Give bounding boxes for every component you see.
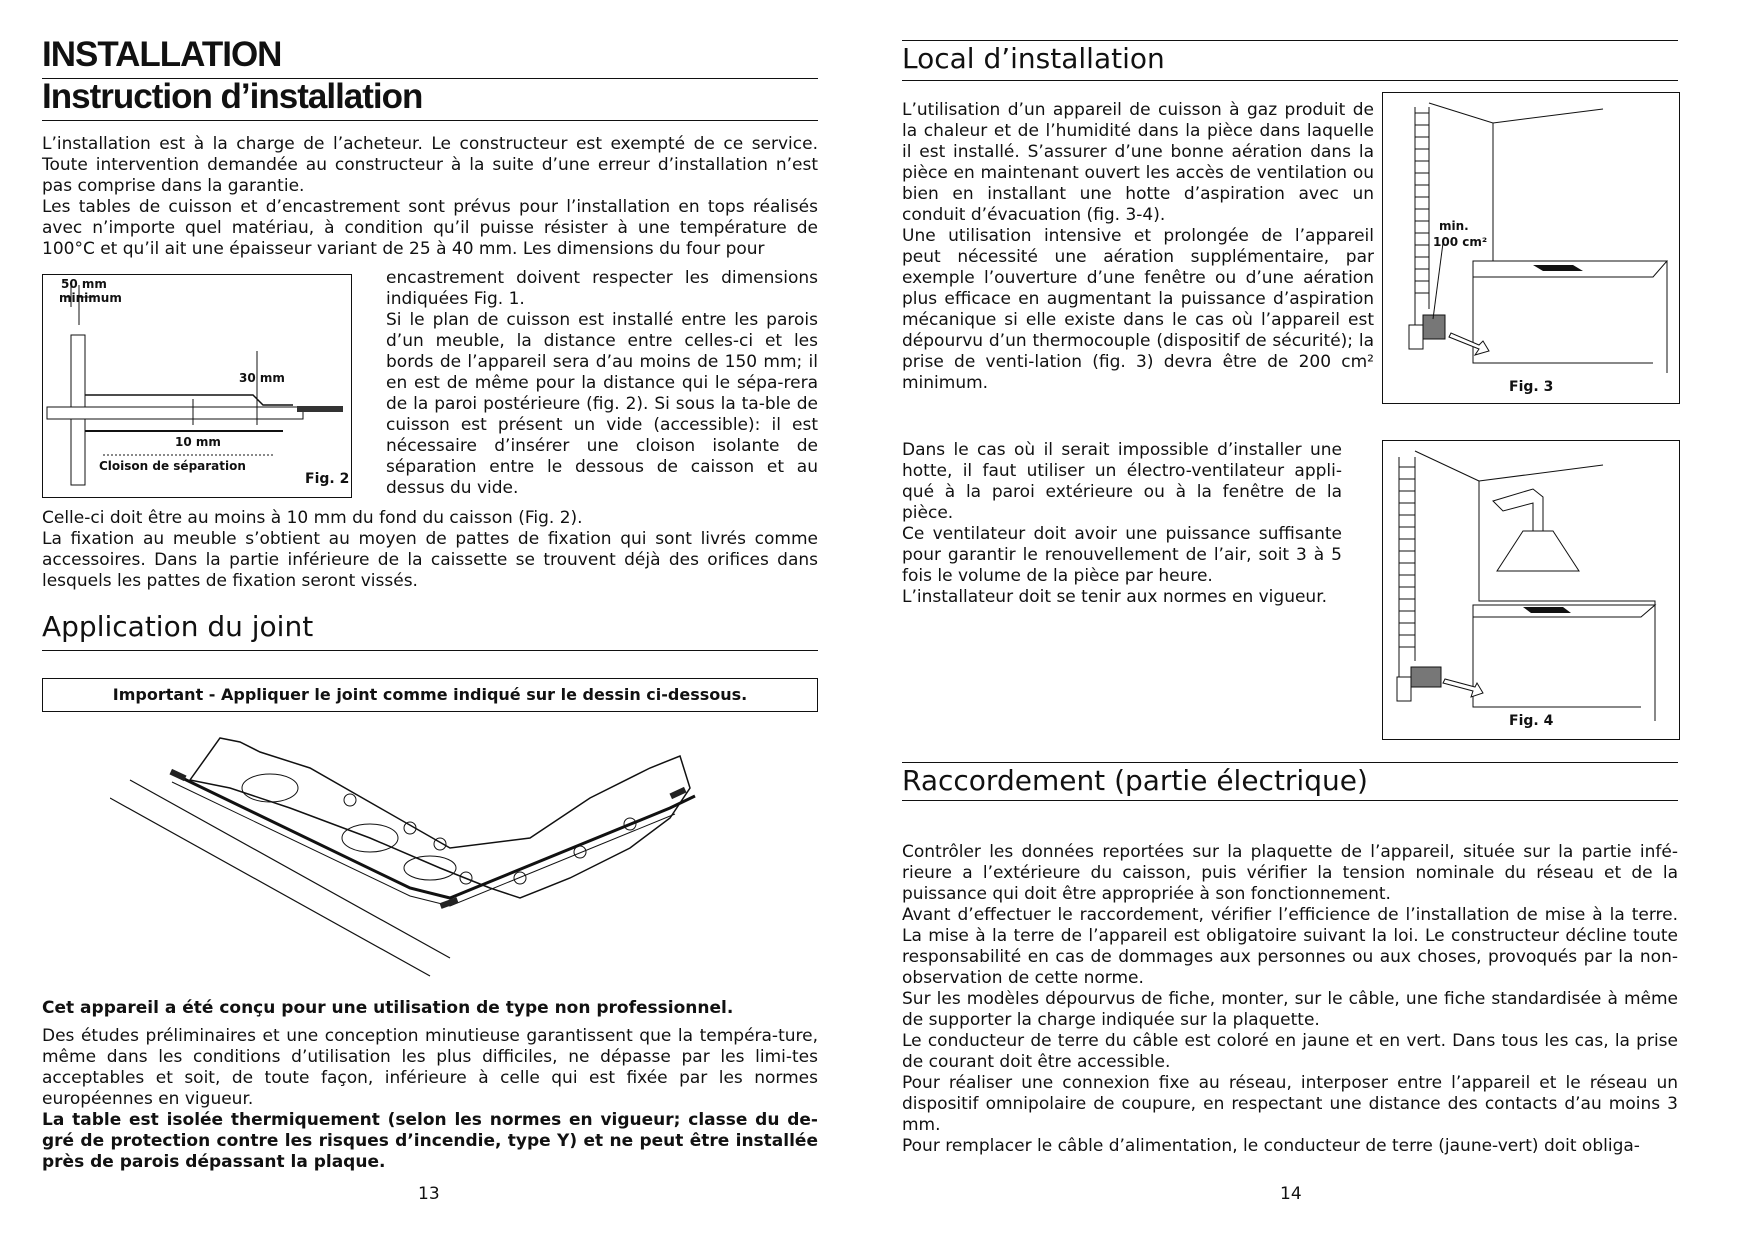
figure-caption: Fig. 3 bbox=[1509, 379, 1554, 395]
page-number: 14 bbox=[1280, 1184, 1302, 1204]
figure-2 bbox=[42, 274, 352, 498]
local-text bbox=[902, 100, 1374, 394]
insulation-statement: La table est isolée thermiquement (selon les normes en vigueur; classe du de-gré de protection contre les risques d’incendie, type Y) et ne peut être installée près de parois dépassant la plaque. bbox=[42, 1110, 818, 1172]
local-paragraph-1: L’utilisation d’un appareil de cuisson à gaz produit de la chaleur et de l’humidité dans la pièce dans laquelle il est installé. S’assurer d’une bonne aération dans la pièce en maintenant ouvert les accès de ventilation ou bien en installant une hotte d’aspiration avec un conduit d’évacuation (fig. 3-4). bbox=[902, 100, 1374, 225]
electrical-paragraph-2: Avant d’effectuer le raccordement, vérifier l’efficience de l’installation de mise à la terre. La mise à la terre de l’appareil est obligatoire suivant la loi. Le constructeur décline toute responsabilité en cas de dommages aux personnes ou aux choses, provoqués par la non-observation de cette norme. bbox=[902, 905, 1678, 988]
electrical-paragraph-1: Contrôler les données reportées sur la plaquette de l’appareil, située sur la partie infé-rieure a l’extérieure du caisson, puis vérifier la tension nominale du réseau et de la puissance qui doit être appropriée à son fonctionnement. bbox=[902, 842, 1678, 904]
divider bbox=[902, 800, 1678, 801]
intro-paragraph-2: Les tables de cuisson et d’encastrement sont prévus pour l’installation en tops réalisés avec n’importe quel matériau, à condition qu’il puisse résister à une température de 100°C et qu’il ait une épaisseur variant de 25 à 40 mm. Les dimensions du four pour bbox=[42, 197, 818, 259]
important-notice: Important - Appliquer le joint comme indiqué sur le dessin ci-dessous. bbox=[42, 678, 818, 712]
intro-paragraph-1: L’installation est à la charge de l’acheteur. Le constructeur est exempté de ce service. Toute intervention demandée au constructeur à la suite d’une erreur d’installation n’est pas comprise dans la garantie. bbox=[42, 134, 818, 196]
figure-caption: Fig. 4 bbox=[1509, 713, 1554, 729]
page-number: 13 bbox=[418, 1184, 440, 1204]
divider bbox=[42, 650, 818, 651]
dimension-label: 10 mm bbox=[175, 435, 221, 449]
bold-statement: Cet appareil a été conçu pour une utilisation de type non professionnel. bbox=[42, 998, 734, 1018]
figure-caption: Fig. 2 bbox=[305, 471, 350, 487]
hood-paragraph-3: L’installateur doit se tenir aux normes en vigueur. bbox=[902, 587, 1328, 607]
partition-label: Cloison de séparation bbox=[99, 459, 246, 473]
studies-text bbox=[42, 1026, 818, 1173]
figure-4 bbox=[1382, 440, 1680, 740]
electrical-text bbox=[902, 842, 1678, 1157]
electrical-paragraph-6: Pour remplacer le câble d’alimentation, le conducteur de terre (jaune-vert) doit obliga- bbox=[902, 1136, 1640, 1156]
hood-paragraph-2: Ce ventilateur doit avoir une puissance suffisante pour garantir le renouvellement de l’air, soit 3 à 5 fois le volume de la pièce par heure. bbox=[902, 524, 1342, 586]
divider bbox=[902, 762, 1678, 763]
hood-paragraph-1: Dans le cas où il serait impossible d’installer une hotte, il faut utiliser un électro-ventilateur appli-qué à la paroi extérieure ou à la fenêtre de la pièce. bbox=[902, 440, 1342, 523]
divider bbox=[42, 120, 818, 121]
section-heading-local: Local d’installation bbox=[902, 42, 1165, 75]
page-subtitle: Instruction d’installation bbox=[42, 77, 423, 116]
electrical-paragraph-3: Sur les modèles dépourvus de fiche, monter, sur le câble, une fiche standardisée à même de supporter la charge indiquée sur la plaquette. bbox=[902, 989, 1678, 1030]
vent-area-label: 100 cm² bbox=[1433, 235, 1488, 249]
electrical-paragraph-5: Pour réaliser une connexion fixe au réseau, interposer entre l’appareil et le réseau un dispositif omnipolaire de coupure, en respectant une distance des contacts d’au moins 3 mm. bbox=[902, 1073, 1678, 1135]
section-heading-joint: Application du joint bbox=[42, 610, 314, 643]
vent-min-label: min. bbox=[1439, 219, 1469, 233]
figure-3-drawing bbox=[1383, 93, 1679, 403]
side-text bbox=[386, 268, 818, 499]
local-paragraph-2: Une utilisation intensive et prolongée de l’appareil peut nécessité une aération supplémentaire, par exemple l’ouverture d’une fenêtre ou d’une aération plus efficace en augmentant la puissance d’aspiration mécanique si elle existe dans le cas où l’appareil est dépourvu d’un thermocouple (dispositif de sécurité); la prise de venti-lation (fig. 3) devra être de 200 cm² minimum. bbox=[902, 226, 1374, 393]
electrical-paragraph-4: Le conducteur de terre du câble est coloré en jaune et en vert. Dans tous les cas, la prise de courant doit être accessible. bbox=[902, 1031, 1678, 1072]
dimension-label: 30 mm bbox=[239, 371, 285, 385]
figure-3 bbox=[1382, 92, 1680, 404]
after-paragraph-2: La fixation au meuble s’obtient au moyen de pattes de fixation qui sont livrés comme accessoires. Dans la partie inférieure de la caissette se trouvent déjà des orifices dans lesquels les pattes de fixation seront vissés. bbox=[42, 529, 818, 591]
after-paragraph-1: Celle-ci doit être au moins à 10 mm du fond du caisson (Fig. 2). bbox=[42, 508, 583, 528]
side-paragraph-2: Si le plan de cuisson est installé entre les parois d’un meuble, la distance entre celles-ci et les bords de l’appareil sera d’au moins de 150 mm; il en est de même pour la distance qui le sépa-rera de la paroi postérieure (fig. 2). Si sous la ta-ble de cuisson est présent un vide (accessible): il est nécessaire d’insérer une cloison isolante de séparation entre le dessous de caisson et au dessus du vide. bbox=[386, 310, 818, 498]
page-title: INSTALLATION bbox=[42, 35, 282, 74]
hood-text bbox=[902, 440, 1342, 608]
after-text bbox=[42, 508, 818, 592]
dimension-label: minimum bbox=[59, 291, 122, 305]
dimension-label: 50 mm bbox=[61, 277, 107, 291]
divider bbox=[902, 80, 1678, 81]
side-paragraph-1: encastrement doivent respecter les dimensions indiquées Fig. 1. bbox=[386, 268, 818, 309]
section-heading-electrical: Raccordement (partie électrique) bbox=[902, 764, 1368, 797]
joint-drawing bbox=[110, 728, 710, 978]
intro-text bbox=[42, 134, 818, 260]
studies-paragraph: Des études préliminaires et une conception minutieuse garantissent que la tempéra-ture, même dans les conditions d’utilisation les plus difficiles, ne dépasse par les limi-tes acceptables et soit, de toute façon, inférieure à celle qui est fixée par les normes européennes en vigueur. bbox=[42, 1026, 818, 1109]
divider bbox=[902, 40, 1678, 41]
figure-4-drawing bbox=[1383, 441, 1679, 739]
